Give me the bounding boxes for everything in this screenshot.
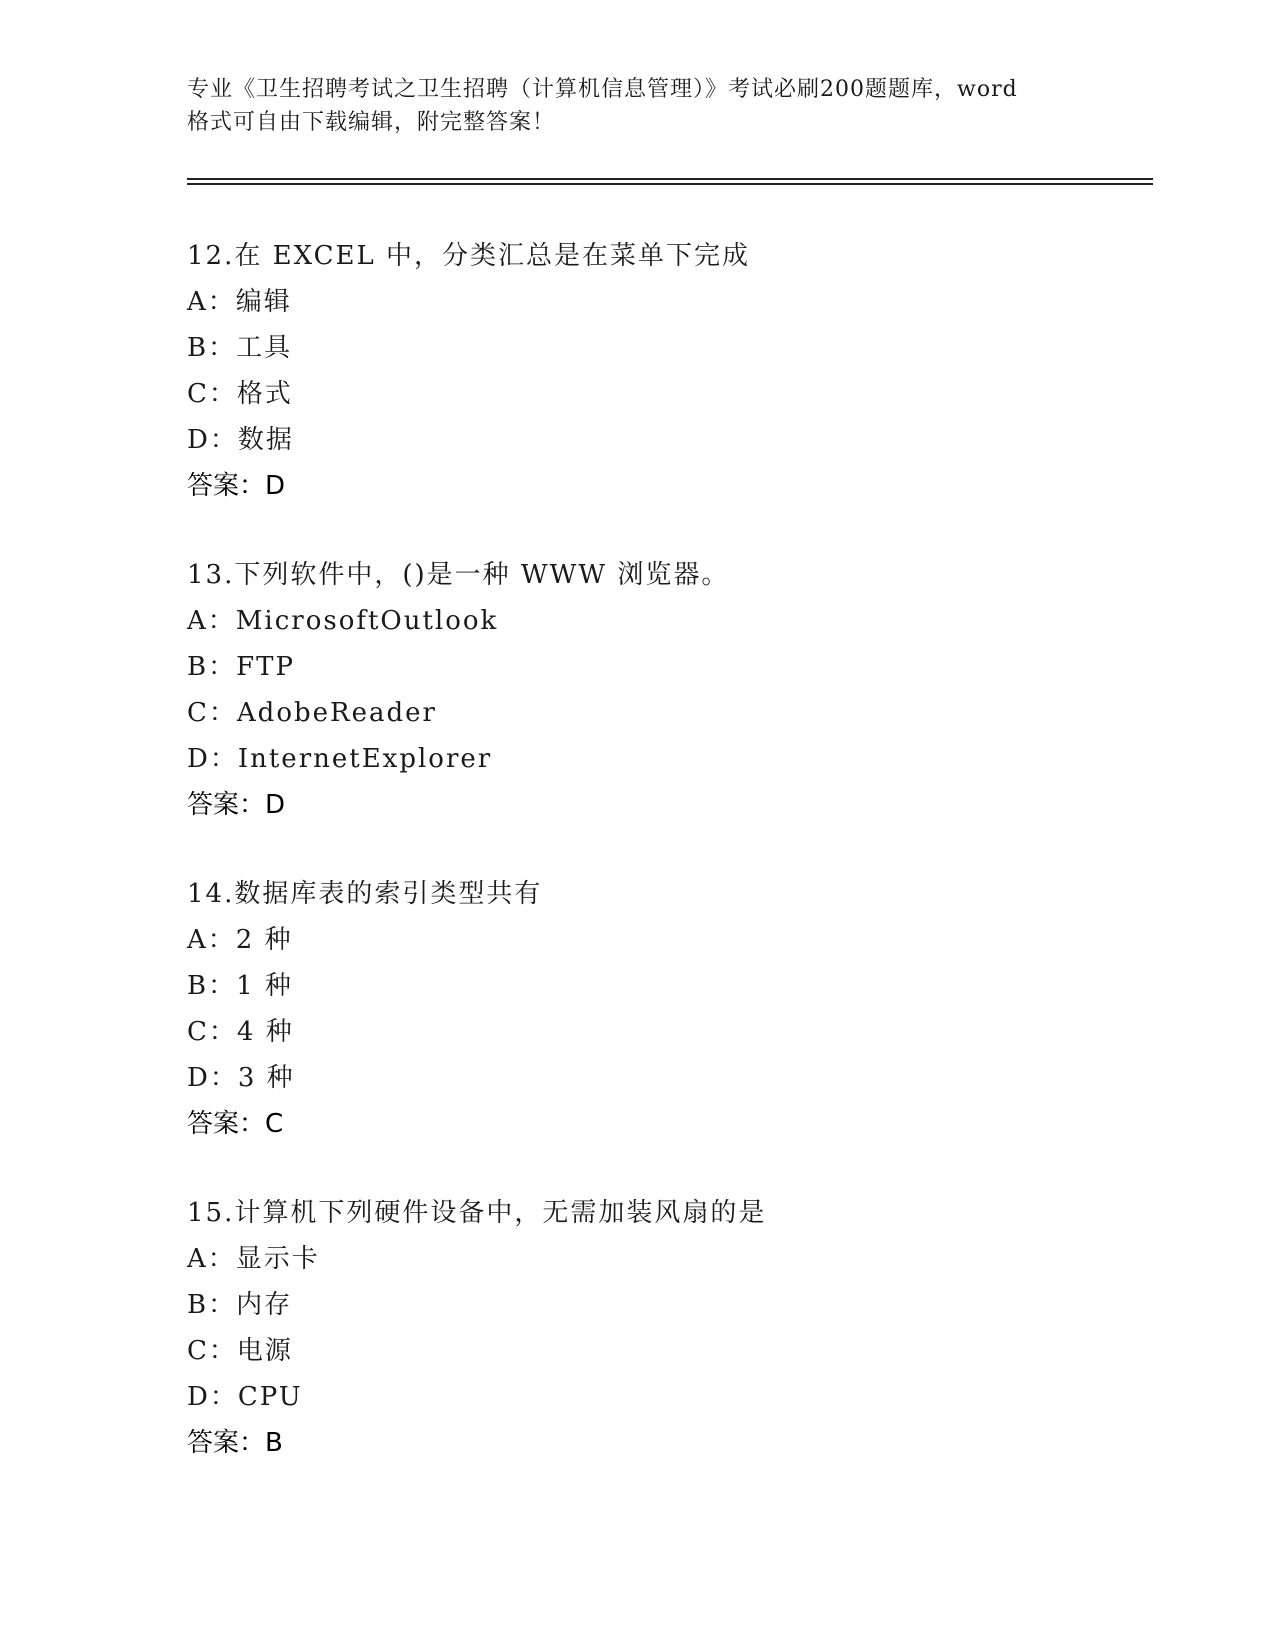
header-divider-top xyxy=(187,178,1153,180)
document-header xyxy=(187,73,1087,139)
question-15 xyxy=(187,1190,1167,1466)
question-12 xyxy=(187,233,1167,509)
question-13 xyxy=(187,552,1167,828)
option-a: A：MicrosoftOutlook xyxy=(187,606,499,636)
option-c: C：AdobeReader xyxy=(187,698,437,728)
question-stem: 15.计算机下列硬件设备中，无需加装风扇的是 xyxy=(187,1198,767,1228)
option-a: A：编辑 xyxy=(187,287,292,317)
option-c: C：4 种 xyxy=(187,1017,294,1047)
header-line-2: 格式可自由下载编辑，附完整答案！ xyxy=(187,110,556,135)
option-b: B：1 种 xyxy=(187,971,293,1001)
question-stem: 12.在 EXCEL 中，分类汇总是在菜单下完成 xyxy=(187,241,751,271)
option-c: C：电源 xyxy=(187,1336,293,1366)
question-14 xyxy=(187,871,1167,1147)
option-c: C：格式 xyxy=(187,379,293,409)
answer-line: 答案：D xyxy=(187,471,286,501)
question-stem: 14.数据库表的索引类型共有 xyxy=(187,879,543,909)
option-b: B：工具 xyxy=(187,333,293,363)
question-stem: 13.下列软件中，()是一种 WWW 浏览器。 xyxy=(187,560,730,590)
option-b: B：内存 xyxy=(187,1290,293,1320)
option-d: D：CPU xyxy=(187,1382,303,1412)
option-a: A：显示卡 xyxy=(187,1244,320,1274)
answer-line: 答案：C xyxy=(187,1109,284,1139)
option-a: A：2 种 xyxy=(187,925,293,955)
option-d: D：3 种 xyxy=(187,1063,295,1093)
option-b: B：FTP xyxy=(187,652,295,682)
answer-line: 答案：B xyxy=(187,1428,283,1458)
header-line-1: 专业《卫生招聘考试之卫生招聘（计算机信息管理）》考试必刷200题题库，word xyxy=(187,77,1018,102)
option-d: D：数据 xyxy=(187,425,294,455)
answer-line: 答案：D xyxy=(187,790,286,820)
header-divider-bottom xyxy=(187,183,1153,185)
option-d: D：InternetExplorer xyxy=(187,744,493,774)
